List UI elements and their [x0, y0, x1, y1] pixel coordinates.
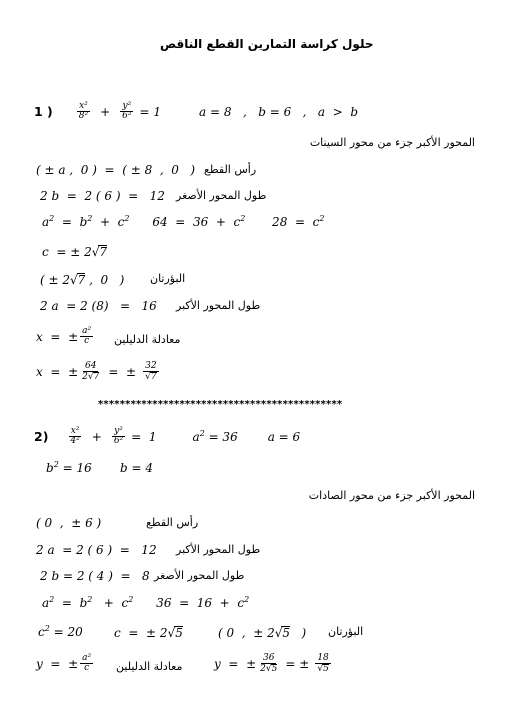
p2-minor-expr: 2 b = 2 ( 4 ) = 8 — [40, 569, 150, 583]
p1-c-prefix: c = ± 2 — [42, 245, 92, 259]
p1-directrix2-eq: = ± — [108, 365, 137, 380]
p2-directrix2-frac-a — [258, 654, 279, 675]
p1-equation — [34, 102, 358, 122]
p1-label: 1 ) — [34, 103, 53, 119]
p1-directrix-prefix: x = ± — [36, 329, 79, 344]
p1-directrix2-den: 2√7 — [82, 372, 100, 383]
p2-directrix2-prefix: y = ± — [214, 657, 257, 672]
page-title: حلول كراسة التمارين القطع الناقص — [160, 37, 374, 51]
p1-directrix-label: معادلة الدليلين — [114, 333, 181, 346]
p1-frac-x-den: 8² — [78, 111, 89, 122]
p1-directrix-num: a² — [82, 326, 92, 336]
p2-b: b = 4 — [120, 461, 153, 475]
p1-c-value: c = ± 2√7 — [42, 245, 108, 259]
p1-frac-y — [120, 102, 133, 122]
p1-major-label: طول المحور الأكبر — [176, 299, 261, 312]
p2-c2: $c^2 = 20$ — [38, 624, 83, 639]
p1-directrix-frac — [80, 327, 93, 347]
p2-frac-x-den: 4² — [70, 436, 80, 447]
p2-major-expr: 2 a = 2 ( 6 ) = 12 — [36, 543, 157, 557]
p2-b2: $b^2 = 16$ — [46, 460, 92, 475]
p1-minor-label: طول المحور الأصغر — [176, 189, 267, 202]
p1-frac-y-num: y² — [122, 101, 132, 111]
p1-directrix2-den-b: √7 — [145, 372, 157, 383]
p2-c-value: c = ± 2√5 — [114, 626, 183, 640]
p2-eq-one: = 1 — [131, 429, 157, 444]
p2-frac-x — [68, 427, 81, 447]
p1-frac-y-den: 6² — [122, 111, 132, 122]
p2-major-label: طول المحور الأكبر — [176, 543, 261, 556]
p1-directrix — [36, 327, 95, 347]
p2-foci: ( 0 , ± 2√5 ) — [218, 626, 307, 640]
p1-directrix2-frac-b — [143, 362, 158, 383]
p2-directrix2-eq: = ± — [285, 657, 310, 672]
p1-relation: $a^2 = b^2 + c^2$ $64 = 36 + c^2$ $28 = c^2$ — [42, 214, 325, 229]
p2-label: 2) — [34, 428, 49, 444]
p2-directrix-den: c — [84, 663, 90, 674]
p1-directrix2 — [36, 362, 161, 383]
p2-a2: $a^2 = 36$ — [192, 428, 238, 444]
p1-frac-x-num: x² — [79, 101, 88, 111]
p1-major-expr: 2 a = 2 (8) = 16 — [40, 299, 157, 313]
p2-directrix2-frac-b — [315, 654, 330, 675]
p1-conditions: a = 8 , b = 6 , a > b — [199, 104, 359, 119]
p2-directrix2-den: 2√5 — [260, 664, 278, 675]
p1-foci-label: البؤرتان — [150, 272, 186, 285]
p2-relation: $a^2 = b^2 + c^2$ $36 = 16 + c^2$ — [42, 595, 250, 610]
p2-directrix-prefix: y = ± — [36, 656, 79, 671]
p2-directrix-label: معادلة الدليلين — [116, 660, 183, 673]
p2-directrix2 — [214, 654, 333, 675]
p2-directrix2-num: 36 — [263, 653, 275, 663]
p2-directrix — [36, 654, 95, 674]
p2-c-prefix: c = ± 2 — [114, 626, 168, 640]
p1-vertex-expr: ( ± a , 0 ) = ( ± 8 , 0 ) — [36, 163, 196, 177]
p2-a: a = 6 — [267, 429, 301, 444]
p1-directrix-den: c — [84, 336, 90, 347]
p1-directrix2-num: 64 — [85, 361, 97, 371]
p1-foci: ( ± 2√7 , 0 ) — [40, 273, 125, 287]
p2-major-axis-note: المحور الأكبر جزء من محور الصادات — [308, 489, 475, 502]
p1-minor-expr: 2 b = 2 ( 6 ) = 12 — [40, 189, 165, 203]
p2-foci-prefix: ( 0 , ± 2 — [218, 626, 275, 640]
p2-directrix-num: a² — [82, 653, 92, 663]
p2-foci-suffix: ) — [290, 626, 307, 640]
p2-vertex-expr: ( 0 , ± 6 ) — [36, 516, 102, 530]
p2-foci-root: 5 — [282, 626, 291, 640]
p2-plus: + — [91, 429, 102, 444]
p1-directrix2-frac-a — [80, 362, 101, 383]
p1-eq-one: = 1 — [139, 104, 162, 119]
p1-frac-x — [77, 102, 90, 122]
p2-vertex-label: رأس القطع — [146, 516, 199, 529]
p1-foci-suffix: , 0 ) — [85, 273, 125, 287]
p2-minor-label: طول المحور الأصغر — [154, 569, 245, 582]
p1-directrix2-prefix: x = ± — [36, 365, 79, 380]
p2-frac-x-num: x² — [70, 426, 80, 436]
p1-foci-root: 7 — [77, 273, 86, 287]
separator: ********************************************* — [98, 399, 343, 410]
p1-directrix2-num-b: 32 — [145, 361, 157, 371]
p2-directrix-frac — [80, 654, 93, 674]
p1-plus: + — [100, 104, 111, 119]
p2-frac-y-num: y² — [114, 426, 123, 436]
p1-c-root: 7 — [99, 245, 108, 259]
p2-directrix2-den-b: √5 — [317, 664, 329, 675]
p2-frac-y-den: 6² — [113, 436, 124, 447]
p2-frac-y — [112, 427, 125, 447]
p2-foci-label: البؤرتان — [328, 625, 364, 638]
p1-vertex-label: رأس القطع — [204, 163, 257, 176]
p2-c-root: 5 — [175, 626, 183, 640]
p2-equation — [34, 427, 300, 447]
p2-directrix2-num-b: 18 — [317, 653, 329, 663]
p1-major-axis-note: المحور الأكبر جزء من محور السينات — [309, 136, 475, 149]
p1-foci-prefix: ( ± 2 — [40, 273, 70, 287]
